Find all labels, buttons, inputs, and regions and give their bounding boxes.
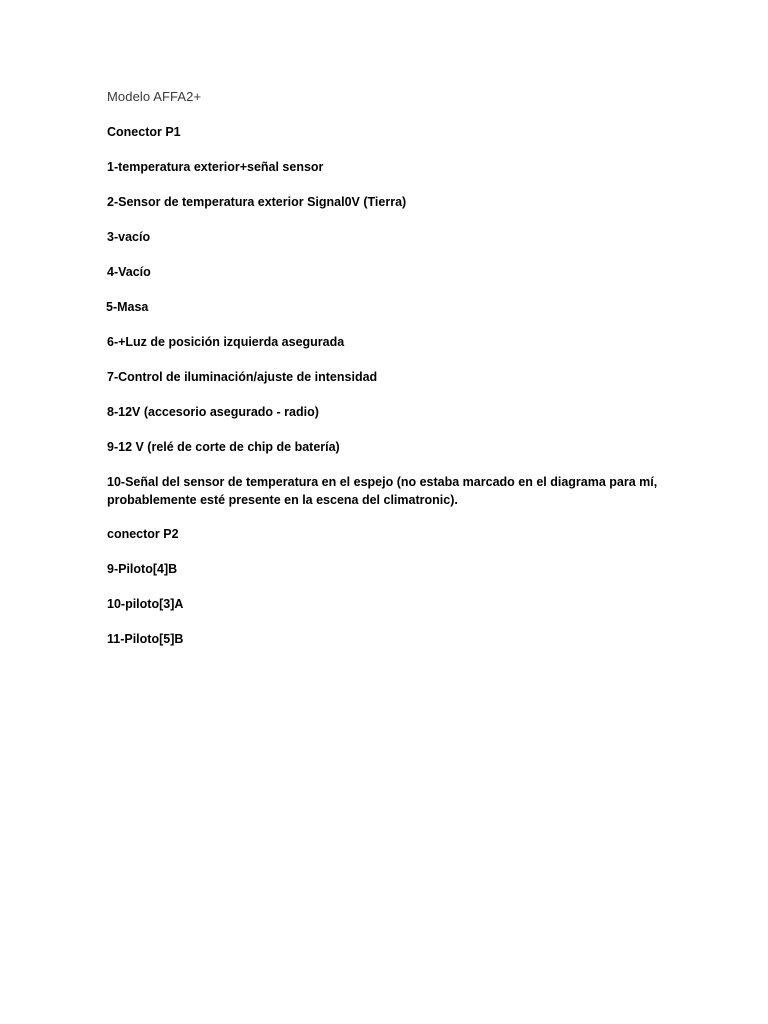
pin-line-p1-8: 8-12V (accesorio asegurado - radio): [107, 405, 319, 419]
pin-line-p1-5: 5-Masa: [106, 300, 149, 314]
pin-line-p2-10: 10-piloto[3]A: [107, 597, 184, 611]
pin-line-p1-6: 6-+Luz de posición izquierda asegurada: [107, 335, 345, 349]
section-heading-connector-p2: conector P2: [107, 527, 179, 541]
pin-line-p1-9: 9-12 V (relé de corte de chip de batería): [107, 440, 340, 454]
section-heading-connector-p1: Conector P1: [107, 125, 181, 139]
document-page: [107, 88, 707, 665]
pin-line-p1-1: 1-temperatura exterior+señal sensor: [107, 160, 324, 174]
pin-line-p1-4: 4-Vacío: [107, 265, 151, 279]
pin-line-p1-3: 3-vacío: [107, 230, 151, 244]
pin-line-p1-10: 10-Señal del sensor de temperatura en el espejo (no estaba marcado en el diagrama para mí, probablemente esté presente en la escena del climatronic).: [107, 475, 658, 507]
pin-line-p1-2: 2-Sensor de temperatura exterior Signal0V (Tierra): [107, 195, 407, 209]
pin-line-p2-11: 11-Piloto[5]B: [107, 632, 184, 646]
pin-line-p1-7: 7-Control de iluminación/ajuste de intensidad: [107, 370, 378, 384]
pin-line-p2-9: 9-Piloto[4]B: [107, 562, 178, 576]
document-title: Modelo AFFA2+: [107, 89, 202, 104]
